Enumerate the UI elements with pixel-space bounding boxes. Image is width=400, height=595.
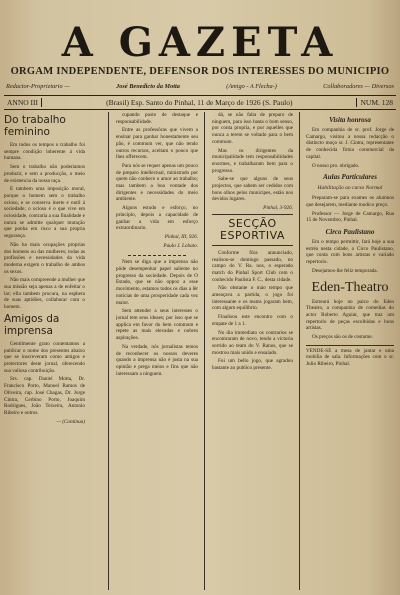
column-divider — [204, 112, 205, 590]
paragraph: Para nós se requer apenas um pouco de preparo intellectual, ministrado por quem não conhece o amor ao trabalho; mas tambem a boa vontade dos dirigentes e necessidades do meio ambiente. — [116, 162, 198, 203]
paragraph: Entre as professôras que vivem a ensinar para ganhar honestamente seu pão, é commum ver, que não tendo outros recursos, aceitam o pouco que lhes offerecem. — [116, 127, 198, 161]
paragraph: Preparam-se para exames os alumnos que desejarem, mediante modico preço. — [306, 195, 394, 208]
paragraph: Sem o trabalho não poderiamos produzir, e sem a producção, o meio de existencia da nossa raça. — [4, 164, 85, 184]
paragraph: Desejamos-lhe feliz temporada. — [312, 267, 378, 274]
headline-aulas-particulares: Aulas Particulares — [323, 173, 377, 182]
headline-amigos-imprensa: Amigos da imprensa — [4, 312, 60, 337]
separator — [128, 252, 186, 256]
paragraph: Srs. cap. Daniel Motta, Dr. Francisco Porto, Manoel Ramos de Oliveira, cap. José Chagas, Dr. Jorge Cintra, Cerbino Porto, Joaquim Rodrigues, João Teixeira, Antonio Ribeiro e outros. — [4, 376, 85, 416]
paragraph: Os preços são os de costume. — [312, 334, 373, 341]
paragraph: Em o tempo permittir, fará hoje a sua estréa nesta cidade, o Circo Paulistano, que conta com bons artistas e variado repertorio. — [306, 239, 394, 266]
paragraph: Foi um bello jogo, que agradou bastante ao publico presente. — [212, 358, 293, 372]
column-4 — [306, 112, 394, 590]
paragraph: Mas os dirigentes da municipalidade tem responsabilidades enormes, e trabalharam bem para o progresso. — [212, 147, 293, 174]
paragraph: Em companhia de sr. prof. Jorge de Camargo, visitou a nossa redacção o distincto moço sr. J. Cintra, representante de conhecida firma commercial da capital. — [306, 127, 394, 160]
paragraph: Sem attender a seus interesses o jornal tem seus ideaes; por isso que se applica em favor do bem commum e repete as mais elevadas e nobres aspirações. — [116, 308, 198, 342]
paragraph: dá, se não falta de preparo de ninguem, para isso basta o bom senso, por conta propria, e por aquelles que nunca a terem se voltado para o bem commum. — [212, 112, 293, 145]
redator-name: José Benedicto da Motta — [116, 83, 180, 90]
redator-label: Redactor-Proprietario — — [6, 83, 70, 90]
paragraph: Gentilmente grato contentamos a publicar o nome dos presentes abaixo que se inscreveram como amigos e protectores deste jornal, oferecendo sua valiosa contribuição. — [4, 340, 85, 374]
paragraph: Não ha mais ocupações proprias dos homens ou das mulheres; todas as profissões e necessidades da vida moderna exigem o trabalho de ambos os sexos. — [4, 241, 85, 275]
subheadline: Habilitação ao curso Normal — [317, 185, 383, 192]
headline-eden-theatro: Eden-Theatro — [311, 279, 389, 295]
signature-place: Pinhal, III, 926. — [164, 233, 198, 240]
newspaper-subtitle: ORGAM INDEPENDENTE, DEFENSOR DOS INTERESSES DO MUNICIPIO — [10, 66, 390, 77]
redator-alias: (Amigo - A Flecha-) — [226, 83, 277, 90]
masthead — [0, 19, 400, 77]
credits-line — [6, 83, 394, 90]
paragraph: Nem se diga que a imprensa não pôde desempenhar papel saliente no progresso da sociedade. Depois de O Estado, que se não oppoz a esse movimento, estamos todos os dias a lêr noticias de uma prosperidade cada vez maior. — [116, 259, 198, 306]
signature-name: Paulo J. Lobato. — [163, 242, 198, 249]
paragraph: Professor — Jorge de Camargo, Rua 15 de Novembro, Pinhal. — [306, 210, 394, 224]
column-2 — [116, 112, 198, 590]
headline-circo-paulistano: Circo Paulistano — [325, 228, 375, 237]
paragraph: cupando posto de destaque e responsabilidade. — [116, 112, 198, 125]
issue-number: NUM. 128 — [360, 98, 393, 107]
paragraph: Em todos os tempos o trabalho foi sempre condição inherente á vida humana. — [4, 142, 85, 162]
newspaper-title: A GAZETA — [61, 19, 339, 66]
paragraph: O nosso pro. obrigado. — [312, 162, 360, 169]
paragraph: E tambem uma imposição moral, porque o homem sem o trabalho ocioso, e se conserva inerte e nutil á sociedade; o ocioso é o que vive em ociosidade, contraria a sua finalidade e nunca se admitte qualquer mutação que ponha em risco a sua propria segurança. — [4, 186, 85, 240]
year-label: ANNO III — [7, 98, 39, 107]
paragraph: Conforme fôra annunciado, realisou-se domingo passado, no campo do V. Ra. nos, o esperado match do Pinhal Sport Club com o conhecido Paulista F. C., desta cidade. — [212, 249, 293, 283]
paragraph: Não mais compreende a mulher que sua missão seja apenas a de enfeitar o lar; ella tambem procura, na esphera de suas aptidões, collaborar com o homem. — [4, 277, 85, 311]
headline-trabalho-feminino: Do trabalho feminino — [4, 114, 66, 138]
headline-seccao-esportiva: SECÇÃO ESPORTIVA — [212, 214, 293, 246]
continua-note: — (Continua) — [56, 418, 85, 425]
column-divider — [108, 112, 109, 590]
column-divider — [299, 112, 300, 590]
place-date: (Brasil) Esp. Santo do Pinhal, 11 de Março de 1926 (S. Paulo) — [41, 98, 357, 107]
column-1 — [4, 112, 85, 590]
paragraph: Na verdade, nós jornalistas temos de reconhecer os nossos deveres quando a imprensa não é justa na sua opinião e prega meios e fins que não interessam a ninguem. — [116, 343, 198, 377]
dateline — [4, 95, 396, 110]
collaborators: Collaboradores — Diversos — [323, 83, 394, 90]
paragraph: Finalisou este encontro com o empate de 1 a 1. — [212, 314, 293, 327]
paragraph: Estreará hoje no palco do Eden Theatro, a companhia de comedias do actor Roberto Aguiar, que traz um repertorio de peças escolhidas e bons artistas. — [306, 298, 394, 332]
paragraph: Não obstante o máo tempo que ameaçava a partida, o jogo foi interessante e os teams jogaram bem, com algum equilibrio. — [212, 285, 293, 312]
paragraph: Sabe-se que alguns de seus projectos, que sabem ser cedidos com bons olhos pelos municipes, estão nos devidos lugares. — [212, 176, 293, 203]
headline-visita-honrosa: Visita honrosa — [329, 116, 371, 124]
signature: Pinhal, 3-926. — [263, 205, 293, 212]
column-3 — [212, 112, 293, 590]
paragraph: Alguns estudo e esforço, no principio, depois a capacidade de ganhar a vida em esforço extraordinario. — [116, 205, 198, 232]
paragraph: No dia immediato os contrarios se encontraram de novo, tendo a victoria sorrido ao team do V. Ranos, que se mostrou mais unido e ensaiado. — [212, 329, 293, 356]
classified-ad: VENDE-SE a mesa de jantar e uma mobilia de sala. Informações com o sr. Julio Ribeiro, Pinhal. — [306, 345, 394, 368]
